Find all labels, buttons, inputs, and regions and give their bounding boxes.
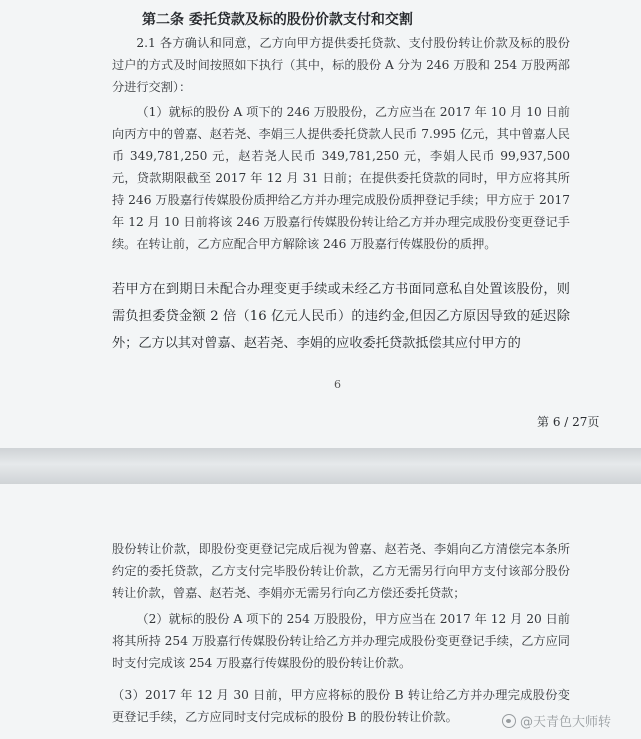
page-number: 6 (334, 378, 341, 391)
clause-3-paragraph: （3）2017 年 12 月 30 日前，甲方应将标的股份 B 转让给乙方并办理完成股份变更登记手续，乙方应同时支付完成标的股份 B 的股份转让价款。 (112, 688, 570, 724)
clause-1-continuation: 股份转让价款，即股份变更登记完成后视为曾嘉、赵若尧、李娟向乙方清偿完本条所约定的委托贷款，乙方支付完毕股份转让价款，乙方无需另行向甲方支付该部分股份转让价款，曾嘉、赵若尧、李娟亦无需另行向乙方偿还委托贷款； (112, 542, 570, 600)
page-separator (0, 448, 641, 484)
clause-2-paragraph: （2）就标的股份 A 项下的 254 万股股份，甲方应当在 2017 年 12 月 20 日前将其所持 254 万股嘉行传媒股份转让给乙方并办理完成股份变更登记手续，乙方应同时支付完成该 254 万股嘉行传媒股份的股份转让价款。 (112, 612, 570, 670)
weibo-icon (502, 714, 516, 728)
clause-1-penalty-paragraph: 若甲方在到期日未配合办理变更手续或未经乙方书面同意私自处置该股份，则需负担委贷金额 2 倍（16 亿元人民币）的违约金,但因乙方原因导致的延迟除外；乙方以其对曾嘉、赵若尧、李娟的应收委托贷款抵偿其应付甲方的 (112, 282, 570, 351)
clause-2-1-intro: 2.1 各方确认和同意，乙方向甲方提供委托贷款、支付股份转让价款及标的股份过户的方式及时间按照如下执行（其中，标的股份 A 分为 246 万股和 254 万股两部分进行交割）： (112, 36, 570, 94)
page-counter: 第 6 / 27页 (537, 415, 600, 429)
weibo-watermark (502, 711, 611, 730)
watermark-text: @天青色大师转 (520, 715, 612, 730)
clause-1-paragraph: （1）就标的股份 A 项下的 246 万股股份，乙方应当在 2017 年 10 月 10 日前向丙方中的曾嘉、赵若尧、李娟三人提供委托贷款人民币 7.995 亿元，其中曾嘉人民币 349,781,250 元，赵若尧人民币 349,781,250 元，李娟人民币 99,937,500 元，贷款期限截至 2017 年 12 月 31 日前；在提供委托贷款的同时，甲方应将其所持 246 万股嘉行传媒股份质押给乙方并办理完成股份质押登记手续；甲方应于 2017 年 12 月 10 日前将该 246 万股嘉行传媒股份转让给乙方并办理完成股份变更登记手续。在转让前，乙方应配合甲方解除该 246 万股嘉行传媒股份的质押。 (112, 105, 570, 251)
section-heading: 第二条 委托贷款及标的股份价款支付和交割 (142, 12, 413, 28)
